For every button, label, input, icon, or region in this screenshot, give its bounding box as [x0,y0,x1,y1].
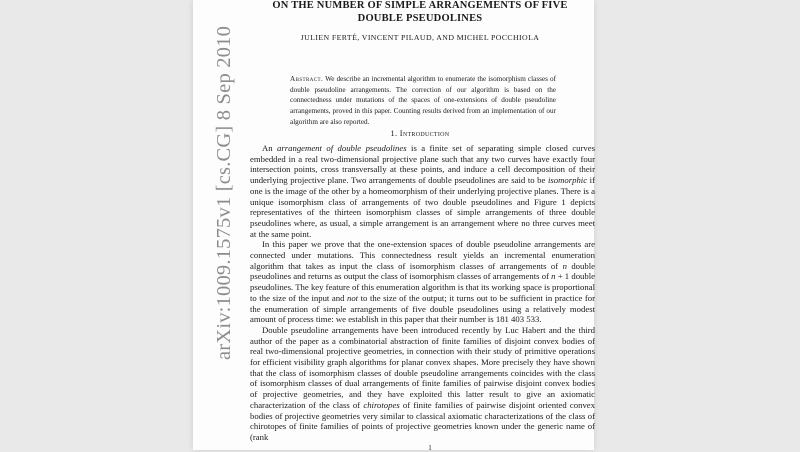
para2-text-2: double pseudolines and returns as output the class of isomorphism classes of arrangements of [250,260,595,282]
title-line-2: DOUBLE PSEUDOLINES [357,13,483,24]
page-number: 1 [428,444,432,452]
para1-text-2: is a finite set of separating simple closed curves embedded in a real two-dimensional projective plane such that any two curves have exactly four intersection points, cross transversally at these points, and induce a cell decomposition of their underlying projective plane. Two arrangements of double pseudolines are said to be [250,143,595,186]
para1-text-1: An [262,143,278,153]
section-title: Introduction [399,129,450,138]
para3-emph-1: chirotopes [363,399,400,410]
paper-title [250,0,590,25]
para2-text-3: + 1 double pseudolines. The key feature of this enumeration algorithm is that its working space is proportional to the size of the input and [250,271,595,303]
author-list: JULIEN FERTÉ, VINCENT PILAUD, AND MICHEL POCCHIOLA [300,33,540,42]
para2-text-1: In this paper we prove that the one-extension spaces of double pseudoline arrangements are connected under mutations. This connectedness result yields an incremental enumeration algorithm that takes as input the class of isomorphism classes of arrangements of [250,239,595,271]
para2-emph-2: n [551,271,556,282]
para2-emph-1: n [562,260,567,271]
title-line-1: ON THE NUMBER OF SIMPLE ARRANGEMENTS OF FIVE [272,0,568,11]
paragraph-2 [250,239,595,325]
section-heading [250,129,590,138]
abstract-text: We describe an incremental algorithm to enumerate the isomorphism classes of double pseudoline arrangements. The correction of our algorithm is based on the connectedness under mutations of the spaces of one-extensions of double pseudoline arrangements, proved in this paper. Counting results derived from an implementation of our algorithm are also reported. [290,75,556,126]
para3-text-2: of finite families of pairwise disjoint oriented convex bodies of projective geometries very similar to classical axiomatic characterizations of the class of chirotopes of finite families of points of projective geometries known under the generic name of (rank [250,399,596,442]
abstract-label: Abstract. [290,75,324,83]
para1-emph-2: isomorphic [547,175,588,186]
arxiv-stamp: arXiv:1009.1575v1 [cs.CG] 8 Sep 2010 [213,25,235,360]
para2-text-4: to the size of the output; it turns out to be sufficient in practice for the enumeration of simple arrangements of five double pseudolines using a relatively modest amount of process time: we establish in this paper that their number is 181 403 533. [250,292,595,325]
paragraph-1 [250,143,595,239]
para2-emph-3: not [346,292,359,303]
para3-text-1: Double pseudoline arrangements have been introduced recently by Luc Habert and the third author of the paper as a combinatorial abstraction of finite families of disjoint convex bodies of real two-dimensional projective geometries, in connection with their study of primitive operations for efficient visibility graph algorithms for planar convex shapes. More precisely they have shown that the class of isomorphism classes of double pseudoline arrangements coincides with the class of isomorphism classes of dual arrangements of finite families of pairwise disjoint convex bodies of projective geometries, and they have exploited this latter result to give an axiomatic characterization of the class of [250,324,595,410]
abstract [290,74,556,128]
paragraph-3 [250,325,595,443]
para1-emph-1: arrangement of double pseudolines [277,143,407,153]
para1-text-3: if one is the image of the other by a homeomorphism of their underlying projective planes. There is a unique isomorphism class of arrangements of two double pseudolines and Figure 1 depicts representatives of the thirteen isomorphism classes of simple arrangements of three double pseudolines where, as usual, a simple arrangement is an arrangement where no three curves meet at the same point. [250,175,595,239]
body-text [250,143,595,443]
section-number: 1. [390,129,398,138]
